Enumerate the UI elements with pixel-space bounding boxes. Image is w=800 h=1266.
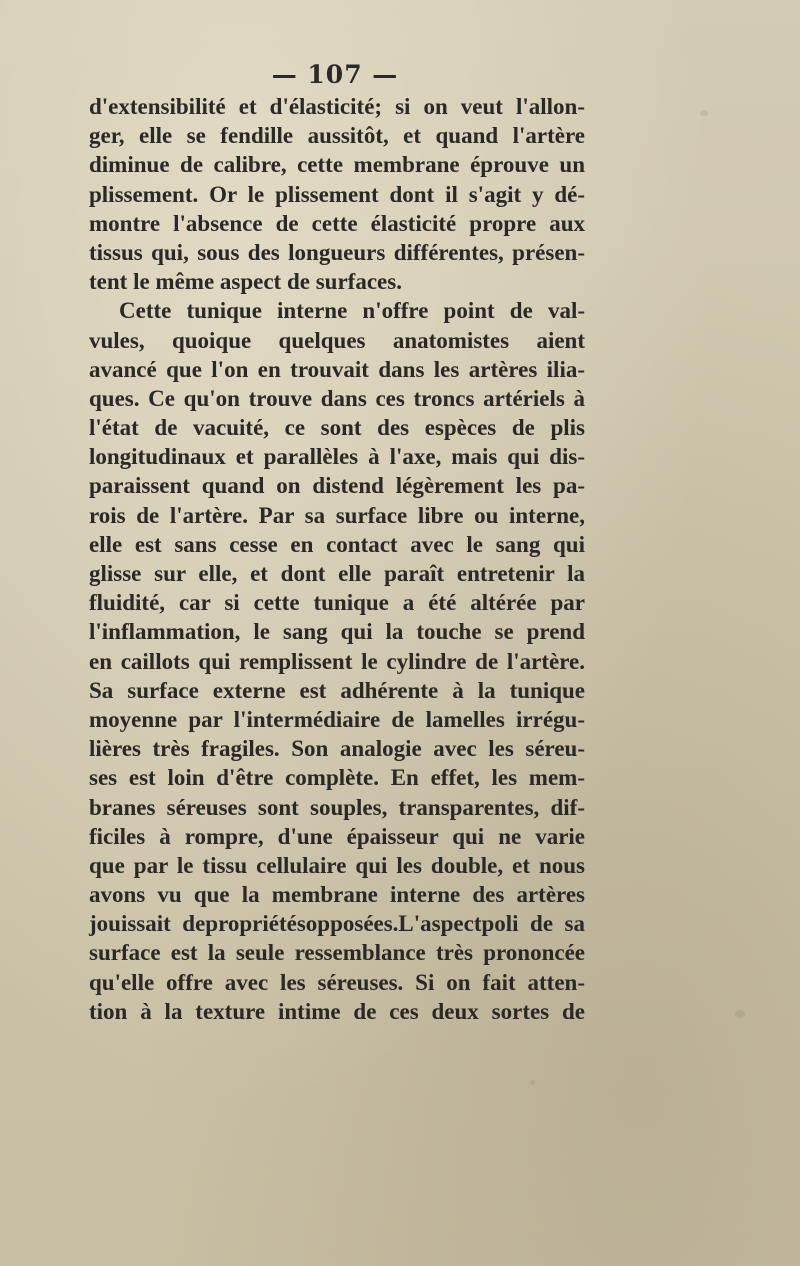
text-line: fluidité, car si cette tunique a été altérée par <box>89 590 585 616</box>
text-line: glisse sur elle, et dont elle paraît entretenir la <box>89 561 585 586</box>
ink-spot <box>530 1080 535 1085</box>
text-line: longitudinaux et parallèles à l'axe, mais qui dis- <box>89 444 585 470</box>
text-line: avons vu que la membrane interne des artères <box>89 882 585 908</box>
text-line: Sa surface externe est adhérente à la tunique <box>89 677 585 703</box>
text-line: elle est sans cesse en contact avec le sang qui <box>89 531 585 557</box>
text-line: qu'elle offre avec les séreuses. Si on fait atten- <box>89 969 585 995</box>
ink-spot <box>700 110 708 116</box>
paragraph-start-line: Cette tunique interne n'offre point de val- <box>119 298 585 324</box>
text-line: ques. Ce qu'on trouve dans ces troncs artériels à <box>89 385 585 411</box>
text-line: moyenne par l'intermédiaire de lamelles irrégu- <box>89 706 585 732</box>
text-line: l'état de vacuité, ce sont des espèces de plis <box>89 415 585 441</box>
ink-spot <box>735 1010 745 1018</box>
text-line: l'inflammation, le sang qui la touche se prend <box>89 619 585 645</box>
text-line: diminue de calibre, cette membrane éprouve un <box>89 152 585 178</box>
text-line: vules, quoique quelques anatomistes aient <box>89 327 585 353</box>
text-line: plissement. Or le plissement dont il s'agit y dé- <box>89 181 585 207</box>
text-line: tent le même aspect de surfaces. <box>89 269 402 295</box>
text-line: ficiles à rompre, d'une épaisseur qui ne varie <box>89 823 585 849</box>
text-line: ses est loin d'être complète. En effet, les mem- <box>89 765 585 791</box>
text-line: rois de l'artère. Par sa surface libre ou interne, <box>89 502 585 528</box>
text-line: en caillots qui remplissent le cylindre de l'artère. <box>89 648 585 674</box>
page-number: — 107 — <box>271 60 399 89</box>
text-line: tion à la texture intime de ces deux sortes de <box>89 998 585 1024</box>
body-text <box>89 92 585 1026</box>
text-line: jouissait depropriétésopposées.L'aspectpoli de sa <box>89 911 585 937</box>
text-line: ger, elle se fendille aussitôt, et quand l'artère <box>89 123 585 149</box>
text-line: branes séreuses sont souples, transparentes, dif- <box>89 794 585 820</box>
text-line: d'extensibilité et d'élasticité; si on veut l'allon- <box>89 94 585 119</box>
text-line: que par le tissu cellulaire qui les double, et nous <box>89 852 585 878</box>
text-line: paraissent quand on distend légèrement les pa- <box>89 473 585 499</box>
text-line: lières très fragiles. Son analogie avec les séreu- <box>89 736 585 762</box>
text-line: tissus qui, sous des longueurs différentes, présen- <box>89 239 585 265</box>
text-line: avancé que l'on en trouvait dans les artères ilia- <box>89 356 585 382</box>
text-line: surface est la seule ressemblance très prononcée <box>89 940 585 966</box>
text-line: montre l'absence de cette élasticité propre aux <box>89 210 585 236</box>
